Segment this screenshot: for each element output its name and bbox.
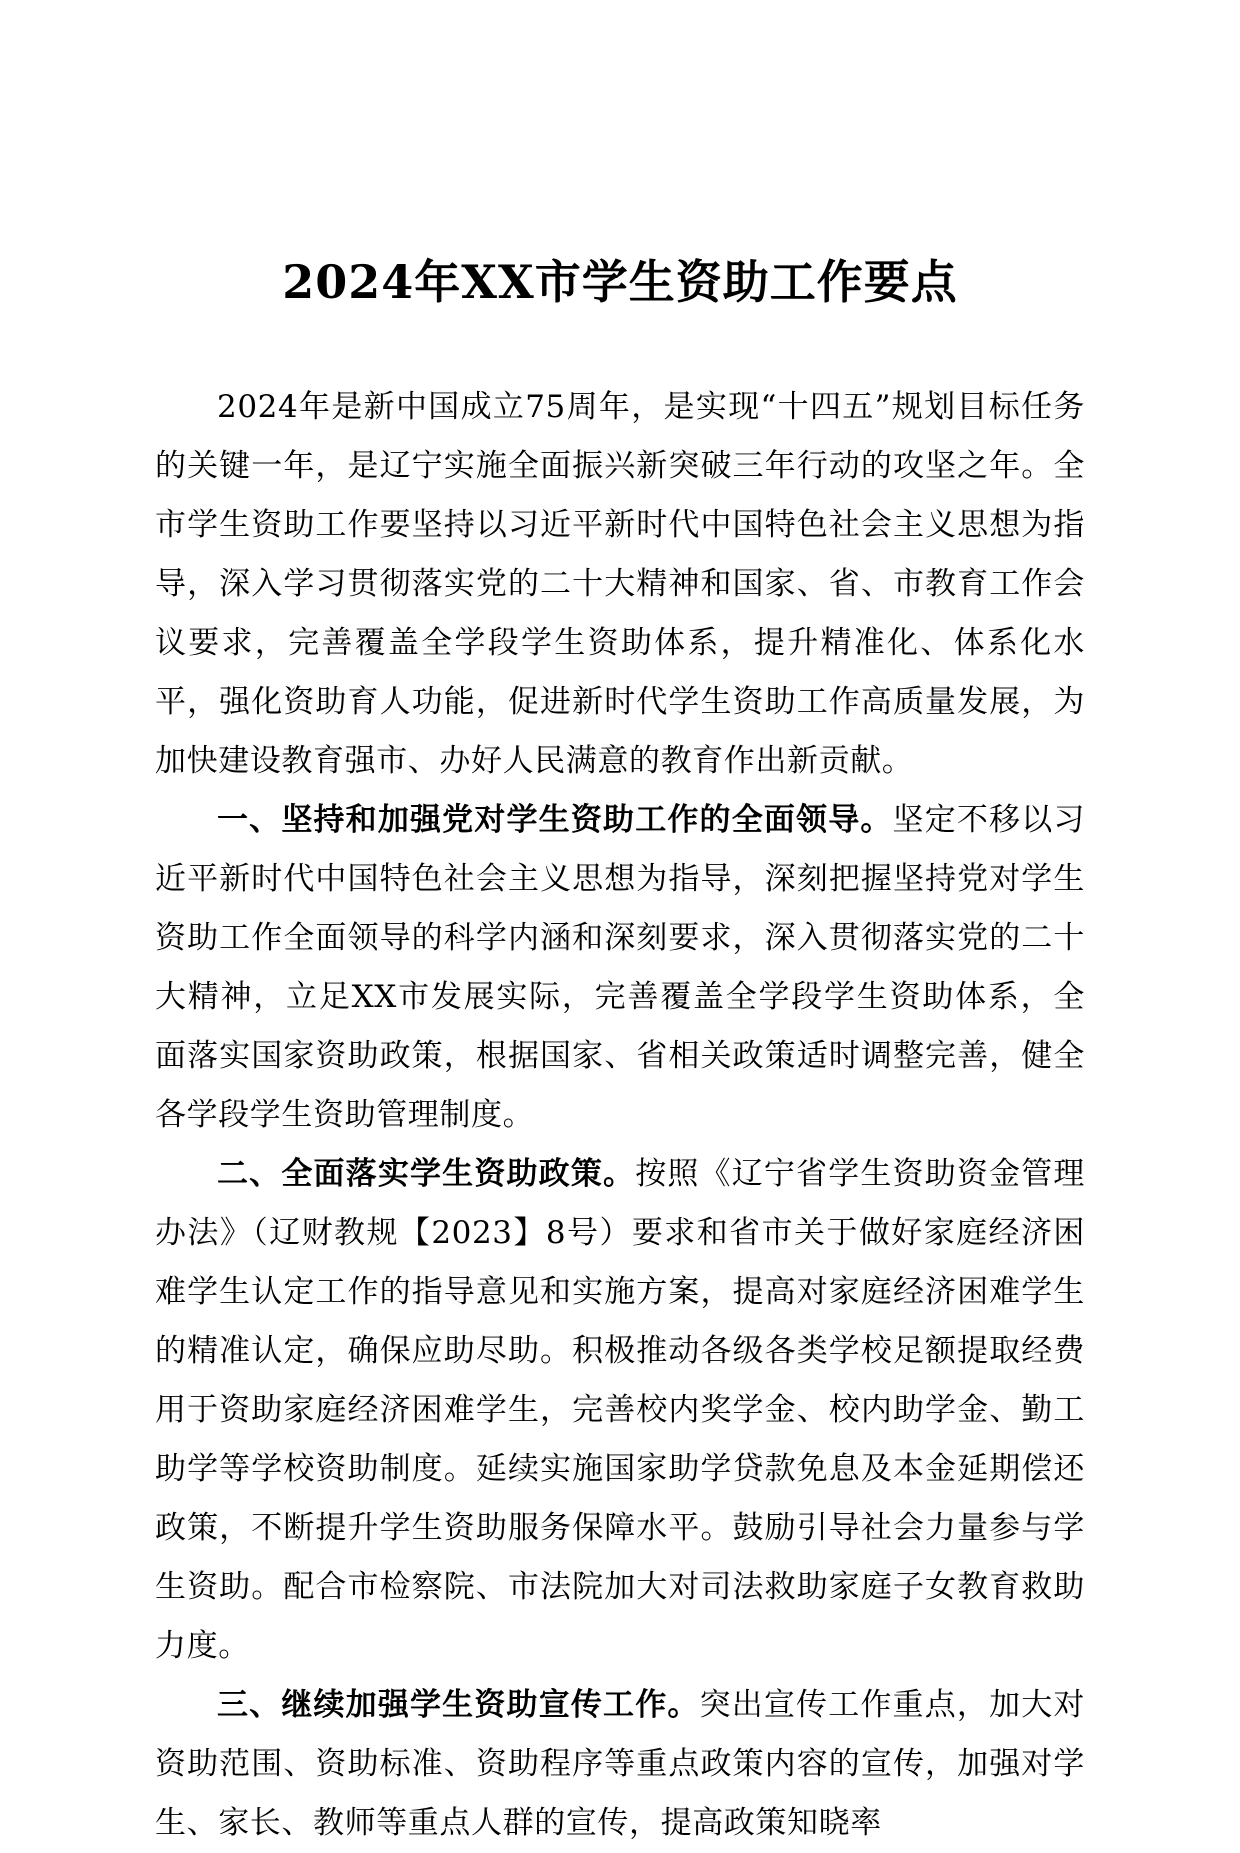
intro-paragraph: 2024年是新中国成立75周年，是实现“十四五”规划目标任务的关键一年，是辽宁实施全面振兴新突破三年行动的攻坚之年。全市学生资助工作要坚持以习近平新时代中国特色社会主义思想为指导，深入学习贯彻落实党的二十大精神和国家、省、市教育工作会议要求，完善覆盖全学段学生资助体系，提升精准化、体系化水平，强化资助育人功能，促进新时代学生资助工作高质量发展，为加快建设教育强市、办好人民满意的教育作出新贡献。 bbox=[155, 389, 1085, 779]
section-1-text: 坚定不移以习近平新时代中国特色社会主义思想为指导，深刻把握坚持党对学生资助工作全面领导的科学内涵和深刻要求，深入贯彻落实党的二十大精神，立足XX市发展实际，完善覆盖全学段学生资助体系，全面落实国家资助政策，根据国家、省相关政策适时调整完善，健全各学段学生资助管理制度。 bbox=[155, 802, 1085, 1133]
section-3-heading: 三、继续加强学生资助宣传工作。 bbox=[217, 1687, 700, 1723]
section-3-text: 突出宣传工作重点，加大对资助范围、资助标准、资助程序等重点政策内容的宣传，加强对学生、家长、教师等重点人群的宣传，提高政策知晓率 bbox=[155, 1687, 1086, 1841]
section-1-paragraph bbox=[155, 791, 1085, 1145]
section-1-heading: 一、坚持和加强党对学生资助工作的全面领导。 bbox=[217, 802, 893, 838]
section-2-text: 按照《辽宁省学生资助资金管理办法》（辽财教规【2023】8号）要求和省市关于做好家庭经济困难学生认定工作的指导意见和实施方案，提高对家庭经济困难学生的精准认定，确保应助尽助。积极推动各级各类学校足额提取经费用于资助家庭经济困难学生，完善校内奖学金、校内助学金、勤工助学等学校资助制度。延续实施国家助学贷款免息及本金延期偿还政策，不断提升学生资助服务保障水平。鼓励引导社会力量参与学生资助。配合市检察院、市法院加大对司法救助家庭子女教育救助力度。 bbox=[155, 1156, 1085, 1664]
section-2-heading: 二、全面落实学生资助政策。 bbox=[217, 1156, 636, 1192]
section-3-paragraph bbox=[155, 1676, 1085, 1853]
document-body bbox=[155, 378, 1085, 1853]
section-2-paragraph bbox=[155, 1145, 1085, 1676]
document-title: 2024年XX市学生资助工作要点 bbox=[282, 255, 958, 309]
